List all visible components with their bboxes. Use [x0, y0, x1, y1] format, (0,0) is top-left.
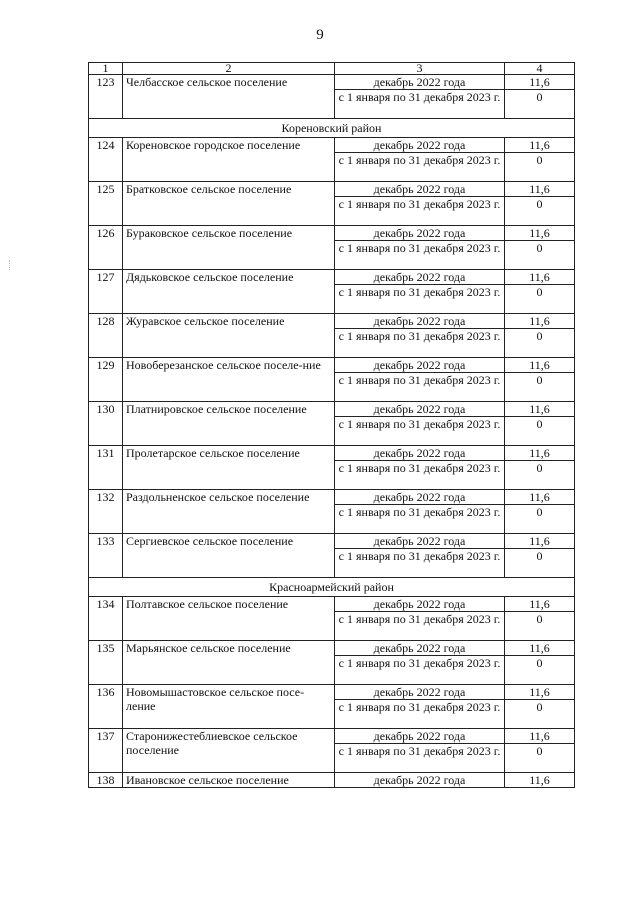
district-name: Красноармейский район [89, 578, 575, 597]
settlement-row [89, 138, 575, 153]
tariff-table [88, 62, 575, 788]
settlement-row [89, 226, 575, 241]
settlement-name: Старонижестеблиевское сельское поселение [123, 729, 335, 773]
district-header-row [89, 578, 575, 597]
column-header: 4 [505, 63, 575, 75]
period-cell: декабрь 2022 года [335, 446, 505, 461]
value-cell: 0 [505, 241, 575, 270]
scan-margin-mark [9, 260, 13, 270]
settlement-row [89, 314, 575, 329]
settlement-name: Марьянское сельское поселение [123, 641, 335, 685]
value-cell: 0 [505, 461, 575, 490]
period-cell: декабрь 2022 года [335, 182, 505, 197]
value-cell: 11,6 [505, 182, 575, 197]
period-cell: декабрь 2022 года [335, 314, 505, 329]
value-cell: 11,6 [505, 314, 575, 329]
settlement-row [89, 534, 575, 549]
value-cell: 11,6 [505, 773, 575, 788]
settlement-name: Раздольненское сельское поселение [123, 490, 335, 534]
settlement-name: Ивановское сельское поселение [123, 773, 335, 788]
settlement-name: Платнировское сельское поселение [123, 402, 335, 446]
value-cell: 11,6 [505, 270, 575, 285]
period-cell: декабрь 2022 года [335, 402, 505, 417]
settlement-name: Кореновское городское поселение [123, 138, 335, 182]
value-cell: 0 [505, 373, 575, 402]
period-cell: декабрь 2022 года [335, 773, 505, 788]
period-cell: декабрь 2022 года [335, 597, 505, 612]
value-cell: 11,6 [505, 490, 575, 505]
value-cell: 0 [505, 329, 575, 358]
column-header: 3 [335, 63, 505, 75]
settlement-row [89, 182, 575, 197]
value-cell: 0 [505, 549, 575, 578]
row-number: 135 [89, 641, 123, 685]
column-header: 2 [123, 63, 335, 75]
settlement-name: Новомышастовское сельское посе-ление [123, 685, 335, 729]
row-number: 129 [89, 358, 123, 402]
value-cell: 11,6 [505, 138, 575, 153]
value-cell: 11,6 [505, 534, 575, 549]
value-cell: 0 [505, 153, 575, 182]
period-cell: с 1 января по 31 декабря 2023 г. [335, 505, 505, 534]
settlement-row [89, 773, 575, 788]
value-cell: 11,6 [505, 685, 575, 700]
row-number: 124 [89, 138, 123, 182]
period-cell: с 1 января по 31 декабря 2023 г. [335, 461, 505, 490]
period-cell: декабрь 2022 года [335, 534, 505, 549]
row-number: 137 [89, 729, 123, 773]
settlement-row [89, 641, 575, 656]
period-cell: декабрь 2022 года [335, 75, 505, 90]
settlement-row [89, 446, 575, 461]
value-cell: 11,6 [505, 446, 575, 461]
row-number: 123 [89, 75, 123, 119]
row-number: 128 [89, 314, 123, 358]
settlement-name: Челбасское сельское поселение [123, 75, 335, 119]
settlement-name: Дядьковское сельское поселение [123, 270, 335, 314]
period-cell: декабрь 2022 года [335, 641, 505, 656]
row-number: 132 [89, 490, 123, 534]
settlement-row [89, 75, 575, 90]
value-cell: 0 [505, 700, 575, 729]
value-cell: 11,6 [505, 597, 575, 612]
period-cell: декабрь 2022 года [335, 729, 505, 744]
period-cell: с 1 января по 31 декабря 2023 г. [335, 90, 505, 119]
settlement-name: Новоберезанское сельское поселе-ние [123, 358, 335, 402]
period-cell: с 1 января по 31 декабря 2023 г. [335, 656, 505, 685]
period-cell: с 1 января по 31 декабря 2023 г. [335, 285, 505, 314]
period-cell: с 1 января по 31 декабря 2023 г. [335, 549, 505, 578]
period-cell: декабрь 2022 года [335, 358, 505, 373]
district-header-row [89, 119, 575, 138]
value-cell: 0 [505, 285, 575, 314]
value-cell: 0 [505, 612, 575, 641]
column-header-row [89, 63, 575, 75]
value-cell: 0 [505, 417, 575, 446]
settlement-row [89, 685, 575, 700]
period-cell: декабрь 2022 года [335, 270, 505, 285]
value-cell: 11,6 [505, 641, 575, 656]
period-cell: с 1 января по 31 декабря 2023 г. [335, 197, 505, 226]
value-cell: 0 [505, 656, 575, 685]
page-number: 9 [316, 27, 324, 43]
settlement-name: Братковское сельское поселение [123, 182, 335, 226]
settlement-row [89, 270, 575, 285]
settlement-name: Сергиевское сельское поселение [123, 534, 335, 578]
period-cell: декабрь 2022 года [335, 226, 505, 241]
value-cell: 0 [505, 744, 575, 773]
settlement-name: Бураковское сельское поселение [123, 226, 335, 270]
value-cell: 11,6 [505, 226, 575, 241]
period-cell: с 1 января по 31 декабря 2023 г. [335, 700, 505, 729]
settlement-name: Журавское сельское поселение [123, 314, 335, 358]
period-cell: декабрь 2022 года [335, 685, 505, 700]
settlement-row [89, 729, 575, 744]
value-cell: 11,6 [505, 75, 575, 90]
period-cell: с 1 января по 31 декабря 2023 г. [335, 373, 505, 402]
period-cell: с 1 января по 31 декабря 2023 г. [335, 329, 505, 358]
row-number: 133 [89, 534, 123, 578]
value-cell: 0 [505, 90, 575, 119]
period-cell: с 1 января по 31 декабря 2023 г. [335, 744, 505, 773]
district-name: Кореновский район [89, 119, 575, 138]
settlement-row [89, 402, 575, 417]
value-cell: 11,6 [505, 729, 575, 744]
period-cell: с 1 января по 31 декабря 2023 г. [335, 241, 505, 270]
row-number: 136 [89, 685, 123, 729]
settlement-row [89, 490, 575, 505]
column-header: 1 [89, 63, 123, 75]
row-number: 127 [89, 270, 123, 314]
period-cell: декабрь 2022 года [335, 138, 505, 153]
period-cell: с 1 января по 31 декабря 2023 г. [335, 612, 505, 641]
settlement-row [89, 597, 575, 612]
period-cell: с 1 января по 31 декабря 2023 г. [335, 153, 505, 182]
value-cell: 11,6 [505, 358, 575, 373]
period-cell: с 1 января по 31 декабря 2023 г. [335, 417, 505, 446]
row-number: 125 [89, 182, 123, 226]
row-number: 134 [89, 597, 123, 641]
settlement-name: Пролетарское сельское поселение [123, 446, 335, 490]
row-number: 126 [89, 226, 123, 270]
value-cell: 0 [505, 505, 575, 534]
period-cell: декабрь 2022 года [335, 490, 505, 505]
row-number: 138 [89, 773, 123, 788]
row-number: 130 [89, 402, 123, 446]
settlement-name: Полтавское сельское поселение [123, 597, 335, 641]
value-cell: 0 [505, 197, 575, 226]
settlement-row [89, 358, 575, 373]
row-number: 131 [89, 446, 123, 490]
value-cell: 11,6 [505, 402, 575, 417]
